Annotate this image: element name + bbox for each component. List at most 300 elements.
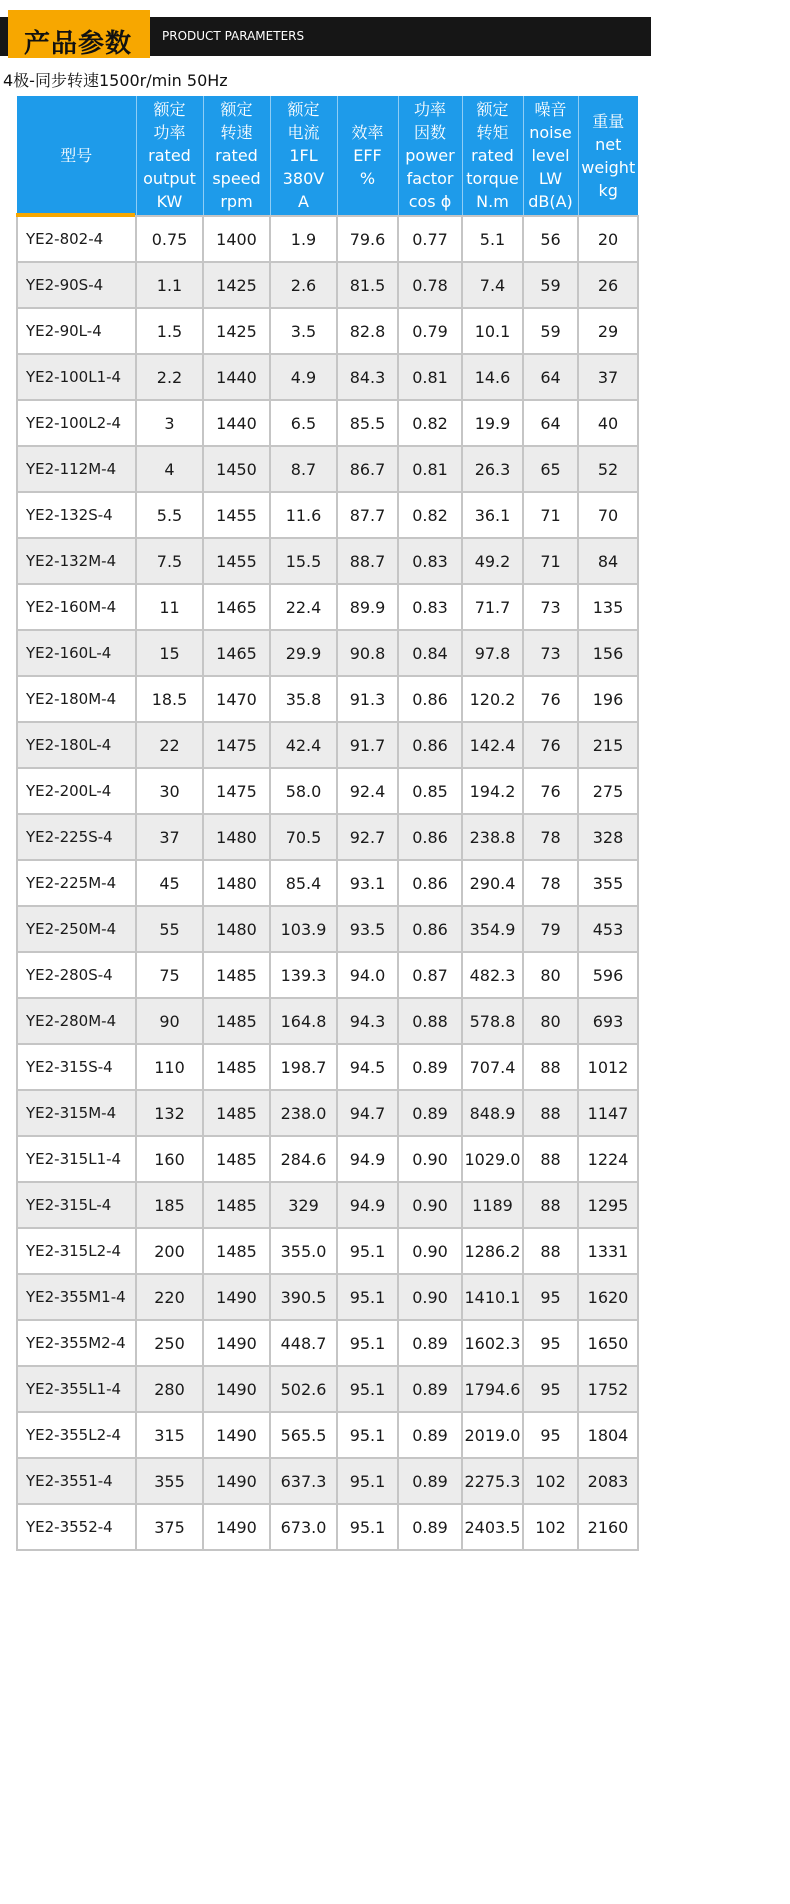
noise-level-cell: 102 xyxy=(523,1458,578,1504)
column-header-line: 1FL xyxy=(289,146,318,165)
rated-current-cell: 502.6 xyxy=(270,1366,337,1412)
model-cell: YE2-280M-4 xyxy=(17,998,136,1044)
efficiency-cell: 94.7 xyxy=(337,1090,398,1136)
rated-speed-cell: 1455 xyxy=(203,492,270,538)
table-row xyxy=(17,538,638,584)
rated-torque-cell: 238.8 xyxy=(462,814,523,860)
table-row xyxy=(17,1044,638,1090)
rated-output-cell: 1.5 xyxy=(136,308,203,354)
rated-current-cell: 70.5 xyxy=(270,814,337,860)
rated-torque-cell: 290.4 xyxy=(462,860,523,906)
rated-speed-cell: 1440 xyxy=(203,400,270,446)
table-row xyxy=(17,216,638,262)
column-header-line: 噪音 xyxy=(534,100,567,119)
power-factor-cell: 0.89 xyxy=(398,1320,462,1366)
rated-speed-cell: 1490 xyxy=(203,1320,270,1366)
net-weight-cell: 40 xyxy=(578,400,638,446)
rated-speed-cell: 1480 xyxy=(203,860,270,906)
net-weight-cell: 355 xyxy=(578,860,638,906)
rated-speed-cell: 1485 xyxy=(203,1136,270,1182)
power-factor-cell: 0.83 xyxy=(398,584,462,630)
table-row xyxy=(17,722,638,768)
table-row xyxy=(17,1504,638,1550)
rated-current-cell: 85.4 xyxy=(270,860,337,906)
table-header-row xyxy=(17,96,638,216)
rated-torque-cell: 578.8 xyxy=(462,998,523,1044)
model-cell: YE2-225S-4 xyxy=(17,814,136,860)
column-header-line: 转速 xyxy=(220,123,253,142)
column-header-line: cos ϕ xyxy=(408,192,452,211)
rated-speed-cell: 1400 xyxy=(203,216,270,262)
model-cell: YE2-315L2-4 xyxy=(17,1228,136,1274)
model-cell: YE2-3551-4 xyxy=(17,1458,136,1504)
rated-output-header xyxy=(136,96,203,216)
rated-current-cell: 22.4 xyxy=(270,584,337,630)
model-cell: YE2-802-4 xyxy=(17,216,136,262)
noise-level-cell: 88 xyxy=(523,1136,578,1182)
net-weight-cell: 156 xyxy=(578,630,638,676)
rated-output-cell: 37 xyxy=(136,814,203,860)
net-weight-cell: 84 xyxy=(578,538,638,584)
net-weight-cell: 596 xyxy=(578,952,638,998)
rated-torque-cell: 26.3 xyxy=(462,446,523,492)
net-weight-cell: 70 xyxy=(578,492,638,538)
column-header-line: 功率 xyxy=(153,123,186,142)
noise-level-cell: 88 xyxy=(523,1090,578,1136)
net-weight-cell: 29 xyxy=(578,308,638,354)
rated-torque-cell: 2275.3 xyxy=(462,1458,523,1504)
net-weight-cell: 196 xyxy=(578,676,638,722)
rated-torque-cell: 49.2 xyxy=(462,538,523,584)
efficiency-cell: 91.3 xyxy=(337,676,398,722)
table-row xyxy=(17,1228,638,1274)
table-row xyxy=(17,630,638,676)
rated-output-cell: 2.2 xyxy=(136,354,203,400)
title-badge xyxy=(8,10,150,58)
noise-level-header xyxy=(523,96,578,216)
rated-output-cell: 160 xyxy=(136,1136,203,1182)
model-cell: YE2-250M-4 xyxy=(17,906,136,952)
noise-level-cell: 76 xyxy=(523,676,578,722)
column-header-line: weight xyxy=(581,157,636,177)
noise-level-cell: 71 xyxy=(523,492,578,538)
rated-speed-cell: 1470 xyxy=(203,676,270,722)
rated-output-cell: 132 xyxy=(136,1090,203,1136)
rated-output-cell: 18.5 xyxy=(136,676,203,722)
rated-current-cell: 390.5 xyxy=(270,1274,337,1320)
rated-output-cell: 45 xyxy=(136,860,203,906)
column-header-line: factor xyxy=(406,169,454,188)
noise-level-cell: 78 xyxy=(523,860,578,906)
model-cell: YE2-355M1-4 xyxy=(17,1274,136,1320)
column-header-line: N.m xyxy=(476,192,509,211)
rated-speed-cell: 1450 xyxy=(203,446,270,492)
model-cell: YE2-225M-4 xyxy=(17,860,136,906)
efficiency-cell: 94.0 xyxy=(337,952,398,998)
efficiency-cell: 92.7 xyxy=(337,814,398,860)
noise-level-cell: 59 xyxy=(523,308,578,354)
model-cell: YE2-100L2-4 xyxy=(17,400,136,446)
rated-torque-cell: 120.2 xyxy=(462,676,523,722)
table-row xyxy=(17,814,638,860)
rated-current-cell: 42.4 xyxy=(270,722,337,768)
table-row xyxy=(17,584,638,630)
model-cell: YE2-315L1-4 xyxy=(17,1136,136,1182)
column-header-line: dB(A) xyxy=(528,192,573,211)
rated-output-cell: 4 xyxy=(136,446,203,492)
table-body xyxy=(17,216,638,1550)
rated-speed-cell: 1490 xyxy=(203,1458,270,1504)
rated-output-cell: 280 xyxy=(136,1366,203,1412)
power-factor-cell: 0.78 xyxy=(398,262,462,308)
column-header-line: level xyxy=(531,146,570,165)
rated-output-cell: 5.5 xyxy=(136,492,203,538)
column-header-line: 额定 xyxy=(153,100,186,119)
rated-current-cell: 4.9 xyxy=(270,354,337,400)
page-title: 产品参数 xyxy=(24,29,133,59)
rated-output-cell: 22 xyxy=(136,722,203,768)
noise-level-cell: 79 xyxy=(523,906,578,952)
column-header-line: 效率 xyxy=(351,123,384,142)
rated-current-cell: 11.6 xyxy=(270,492,337,538)
noise-level-cell: 76 xyxy=(523,768,578,814)
net-weight-cell: 1147 xyxy=(578,1090,638,1136)
table-row xyxy=(17,1412,638,1458)
rated-output-cell: 185 xyxy=(136,1182,203,1228)
efficiency-cell: 95.1 xyxy=(337,1504,398,1550)
rated-output-cell: 0.75 xyxy=(136,216,203,262)
model-cell: YE2-160M-4 xyxy=(17,584,136,630)
model-header xyxy=(17,96,136,216)
rated-current-cell: 8.7 xyxy=(270,446,337,492)
noise-level-cell: 95 xyxy=(523,1320,578,1366)
rated-output-cell: 75 xyxy=(136,952,203,998)
rated-current-cell: 29.9 xyxy=(270,630,337,676)
power-factor-cell: 0.90 xyxy=(398,1274,462,1320)
column-header-line: 额定 xyxy=(220,100,253,119)
net-weight-cell: 693 xyxy=(578,998,638,1044)
power-factor-cell: 0.79 xyxy=(398,308,462,354)
rated-speed-cell: 1425 xyxy=(203,262,270,308)
table-row xyxy=(17,998,638,1044)
table-row xyxy=(17,1090,638,1136)
power-factor-cell: 0.90 xyxy=(398,1182,462,1228)
power-factor-cell: 0.89 xyxy=(398,1504,462,1550)
rated-torque-cell: 1794.6 xyxy=(462,1366,523,1412)
table-row xyxy=(17,906,638,952)
model-cell: YE2-315L-4 xyxy=(17,1182,136,1228)
net-weight-cell: 1650 xyxy=(578,1320,638,1366)
power-factor-cell: 0.88 xyxy=(398,998,462,1044)
column-header-line: 电流 xyxy=(287,123,320,142)
model-cell: YE2-100L1-4 xyxy=(17,354,136,400)
rated-output-cell: 90 xyxy=(136,998,203,1044)
efficiency-cell: 84.3 xyxy=(337,354,398,400)
rated-torque-cell: 97.8 xyxy=(462,630,523,676)
rated-output-cell: 110 xyxy=(136,1044,203,1090)
rated-output-cell: 250 xyxy=(136,1320,203,1366)
efficiency-cell: 95.1 xyxy=(337,1274,398,1320)
efficiency-cell: 95.1 xyxy=(337,1320,398,1366)
column-header-line: KW xyxy=(156,192,183,211)
model-cell: YE2-280S-4 xyxy=(17,952,136,998)
power-factor-cell: 0.77 xyxy=(398,216,462,262)
noise-level-cell: 56 xyxy=(523,216,578,262)
net-weight-cell: 20 xyxy=(578,216,638,262)
column-header-line: 380V xyxy=(282,169,325,188)
net-weight-cell: 26 xyxy=(578,262,638,308)
model-cell: YE2-90S-4 xyxy=(17,262,136,308)
rated-torque-cell: 1286.2 xyxy=(462,1228,523,1274)
table-row xyxy=(17,400,638,446)
column-header-line: rated xyxy=(471,146,514,165)
model-cell: YE2-315M-4 xyxy=(17,1090,136,1136)
efficiency-cell: 91.7 xyxy=(337,722,398,768)
power-factor-cell: 0.89 xyxy=(398,1458,462,1504)
column-header-line: 额定 xyxy=(287,100,320,119)
column-header-line: output xyxy=(143,169,196,188)
noise-level-cell: 71 xyxy=(523,538,578,584)
rated-output-cell: 11 xyxy=(136,584,203,630)
power-factor-cell: 0.84 xyxy=(398,630,462,676)
rated-speed-cell: 1485 xyxy=(203,1090,270,1136)
rated-current-cell: 238.0 xyxy=(270,1090,337,1136)
power-factor-cell: 0.86 xyxy=(398,906,462,952)
rated-current-cell: 448.7 xyxy=(270,1320,337,1366)
rated-current-cell: 139.3 xyxy=(270,952,337,998)
net-weight-cell: 1804 xyxy=(578,1412,638,1458)
rated-speed-cell: 1475 xyxy=(203,768,270,814)
table-row xyxy=(17,308,638,354)
rated-output-cell: 30 xyxy=(136,768,203,814)
efficiency-cell: 95.1 xyxy=(337,1228,398,1274)
rated-current-cell: 2.6 xyxy=(270,262,337,308)
net-weight-cell: 1295 xyxy=(578,1182,638,1228)
rated-current-header xyxy=(270,96,337,216)
efficiency-header xyxy=(337,96,398,216)
rated-speed-header xyxy=(203,96,270,216)
net-weight-cell: 1224 xyxy=(578,1136,638,1182)
noise-level-cell: 76 xyxy=(523,722,578,768)
column-header-line: noise xyxy=(529,123,572,142)
power-factor-cell: 0.89 xyxy=(398,1366,462,1412)
net-weight-cell: 1752 xyxy=(578,1366,638,1412)
efficiency-cell: 94.9 xyxy=(337,1182,398,1228)
rated-output-cell: 315 xyxy=(136,1412,203,1458)
parameters-table xyxy=(16,96,639,1551)
rated-current-cell: 673.0 xyxy=(270,1504,337,1550)
rated-current-cell: 164.8 xyxy=(270,998,337,1044)
table-row xyxy=(17,1366,638,1412)
rated-output-cell: 375 xyxy=(136,1504,203,1550)
rated-speed-cell: 1490 xyxy=(203,1366,270,1412)
power-factor-cell: 0.89 xyxy=(398,1044,462,1090)
efficiency-cell: 93.1 xyxy=(337,860,398,906)
power-factor-cell: 0.83 xyxy=(398,538,462,584)
rated-torque-cell: 14.6 xyxy=(462,354,523,400)
rated-speed-cell: 1485 xyxy=(203,1228,270,1274)
efficiency-cell: 94.5 xyxy=(337,1044,398,1090)
net-weight-cell: 215 xyxy=(578,722,638,768)
power-factor-cell: 0.81 xyxy=(398,446,462,492)
rated-torque-cell: 5.1 xyxy=(462,216,523,262)
efficiency-cell: 85.5 xyxy=(337,400,398,446)
model-cell: YE2-112M-4 xyxy=(17,446,136,492)
rated-current-cell: 15.5 xyxy=(270,538,337,584)
power-factor-cell: 0.90 xyxy=(398,1228,462,1274)
rated-torque-cell: 354.9 xyxy=(462,906,523,952)
column-header-line: kg xyxy=(598,180,618,200)
table-row xyxy=(17,1182,638,1228)
power-factor-cell: 0.86 xyxy=(398,860,462,906)
efficiency-cell: 88.7 xyxy=(337,538,398,584)
rated-torque-cell: 19.9 xyxy=(462,400,523,446)
model-cell: YE2-90L-4 xyxy=(17,308,136,354)
rated-current-cell: 6.5 xyxy=(270,400,337,446)
net-weight-cell: 328 xyxy=(578,814,638,860)
table-row xyxy=(17,262,638,308)
column-header-line: 转矩 xyxy=(476,123,509,142)
rated-speed-cell: 1485 xyxy=(203,1044,270,1090)
table-row xyxy=(17,952,638,998)
rated-speed-cell: 1465 xyxy=(203,630,270,676)
rated-speed-cell: 1425 xyxy=(203,308,270,354)
rated-current-cell: 103.9 xyxy=(270,906,337,952)
rated-speed-cell: 1485 xyxy=(203,952,270,998)
rated-speed-cell: 1485 xyxy=(203,1182,270,1228)
model-cell: YE2-200L-4 xyxy=(17,768,136,814)
column-header-line: 额定 xyxy=(476,100,509,119)
model-cell: YE2-132S-4 xyxy=(17,492,136,538)
noise-level-cell: 95 xyxy=(523,1274,578,1320)
efficiency-cell: 82.8 xyxy=(337,308,398,354)
power-factor-header xyxy=(398,96,462,216)
noise-level-cell: 95 xyxy=(523,1366,578,1412)
noise-level-cell: 59 xyxy=(523,262,578,308)
efficiency-cell: 95.1 xyxy=(337,1458,398,1504)
table-row xyxy=(17,446,638,492)
rated-speed-cell: 1440 xyxy=(203,354,270,400)
rated-torque-cell: 1410.1 xyxy=(462,1274,523,1320)
rated-torque-cell: 1029.0 xyxy=(462,1136,523,1182)
efficiency-cell: 95.1 xyxy=(337,1412,398,1458)
column-header-line: rated xyxy=(215,146,258,165)
rated-torque-header xyxy=(462,96,523,216)
net-weight-cell: 275 xyxy=(578,768,638,814)
rated-speed-cell: 1480 xyxy=(203,814,270,860)
net-weight-cell: 2160 xyxy=(578,1504,638,1550)
noise-level-cell: 73 xyxy=(523,630,578,676)
model-cell: YE2-355L2-4 xyxy=(17,1412,136,1458)
page-title-en: PRODUCT PARAMETERS xyxy=(162,29,305,43)
rated-torque-cell: 2403.5 xyxy=(462,1504,523,1550)
rated-torque-cell: 707.4 xyxy=(462,1044,523,1090)
net-weight-cell: 37 xyxy=(578,354,638,400)
noise-level-cell: 95 xyxy=(523,1412,578,1458)
noise-level-cell: 65 xyxy=(523,446,578,492)
noise-level-cell: 64 xyxy=(523,354,578,400)
efficiency-cell: 94.9 xyxy=(337,1136,398,1182)
model-cell: YE2-355M2-4 xyxy=(17,1320,136,1366)
rated-torque-cell: 36.1 xyxy=(462,492,523,538)
model-cell: YE2-3552-4 xyxy=(17,1504,136,1550)
column-header-line: power xyxy=(405,146,455,165)
rated-speed-cell: 1490 xyxy=(203,1274,270,1320)
model-cell: YE2-180M-4 xyxy=(17,676,136,722)
net-weight-cell: 453 xyxy=(578,906,638,952)
rated-torque-cell: 2019.0 xyxy=(462,1412,523,1458)
rated-speed-cell: 1480 xyxy=(203,906,270,952)
section-subtitle: 4极-同步转速1500r/min 50Hz xyxy=(3,71,228,90)
noise-level-cell: 78 xyxy=(523,814,578,860)
table-row xyxy=(17,354,638,400)
efficiency-cell: 86.7 xyxy=(337,446,398,492)
model-cell: YE2-160L-4 xyxy=(17,630,136,676)
noise-level-cell: 88 xyxy=(523,1182,578,1228)
power-factor-cell: 0.86 xyxy=(398,722,462,768)
power-factor-cell: 0.86 xyxy=(398,814,462,860)
power-factor-cell: 0.81 xyxy=(398,354,462,400)
table-row xyxy=(17,860,638,906)
rated-current-cell: 35.8 xyxy=(270,676,337,722)
efficiency-cell: 95.1 xyxy=(337,1366,398,1412)
rated-torque-cell: 482.3 xyxy=(462,952,523,998)
noise-level-cell: 80 xyxy=(523,998,578,1044)
column-header-line: rated xyxy=(148,146,191,165)
net-weight-cell: 52 xyxy=(578,446,638,492)
net-weight-header xyxy=(578,96,638,216)
header-accent-underline xyxy=(16,213,135,217)
rated-torque-cell: 194.2 xyxy=(462,768,523,814)
noise-level-cell: 73 xyxy=(523,584,578,630)
rated-current-cell: 1.9 xyxy=(270,216,337,262)
column-header-line: 型号 xyxy=(60,146,93,165)
model-cell: YE2-180L-4 xyxy=(17,722,136,768)
rated-output-cell: 200 xyxy=(136,1228,203,1274)
rated-current-cell: 637.3 xyxy=(270,1458,337,1504)
column-header-line: 因数 xyxy=(413,123,446,142)
column-header-line: A xyxy=(298,192,309,211)
rated-torque-cell: 7.4 xyxy=(462,262,523,308)
rated-torque-cell: 848.9 xyxy=(462,1090,523,1136)
column-header-line: torque xyxy=(466,169,519,188)
rated-output-cell: 3 xyxy=(136,400,203,446)
power-factor-cell: 0.89 xyxy=(398,1090,462,1136)
rated-speed-cell: 1465 xyxy=(203,584,270,630)
power-factor-cell: 0.85 xyxy=(398,768,462,814)
rated-torque-cell: 1602.3 xyxy=(462,1320,523,1366)
rated-current-cell: 284.6 xyxy=(270,1136,337,1182)
column-header-line: 重量 xyxy=(592,111,625,131)
rated-speed-cell: 1490 xyxy=(203,1412,270,1458)
noise-level-cell: 64 xyxy=(523,400,578,446)
rated-torque-cell: 142.4 xyxy=(462,722,523,768)
table-row xyxy=(17,676,638,722)
noise-level-cell: 80 xyxy=(523,952,578,998)
net-weight-cell: 135 xyxy=(578,584,638,630)
efficiency-cell: 94.3 xyxy=(337,998,398,1044)
rated-speed-cell: 1490 xyxy=(203,1504,270,1550)
column-header-line: 功率 xyxy=(413,100,446,119)
rated-output-cell: 15 xyxy=(136,630,203,676)
rated-current-cell: 3.5 xyxy=(270,308,337,354)
column-header-line: LW xyxy=(538,169,563,188)
efficiency-cell: 90.8 xyxy=(337,630,398,676)
efficiency-cell: 79.6 xyxy=(337,216,398,262)
rated-current-cell: 58.0 xyxy=(270,768,337,814)
model-cell: YE2-315S-4 xyxy=(17,1044,136,1090)
net-weight-cell: 2083 xyxy=(578,1458,638,1504)
